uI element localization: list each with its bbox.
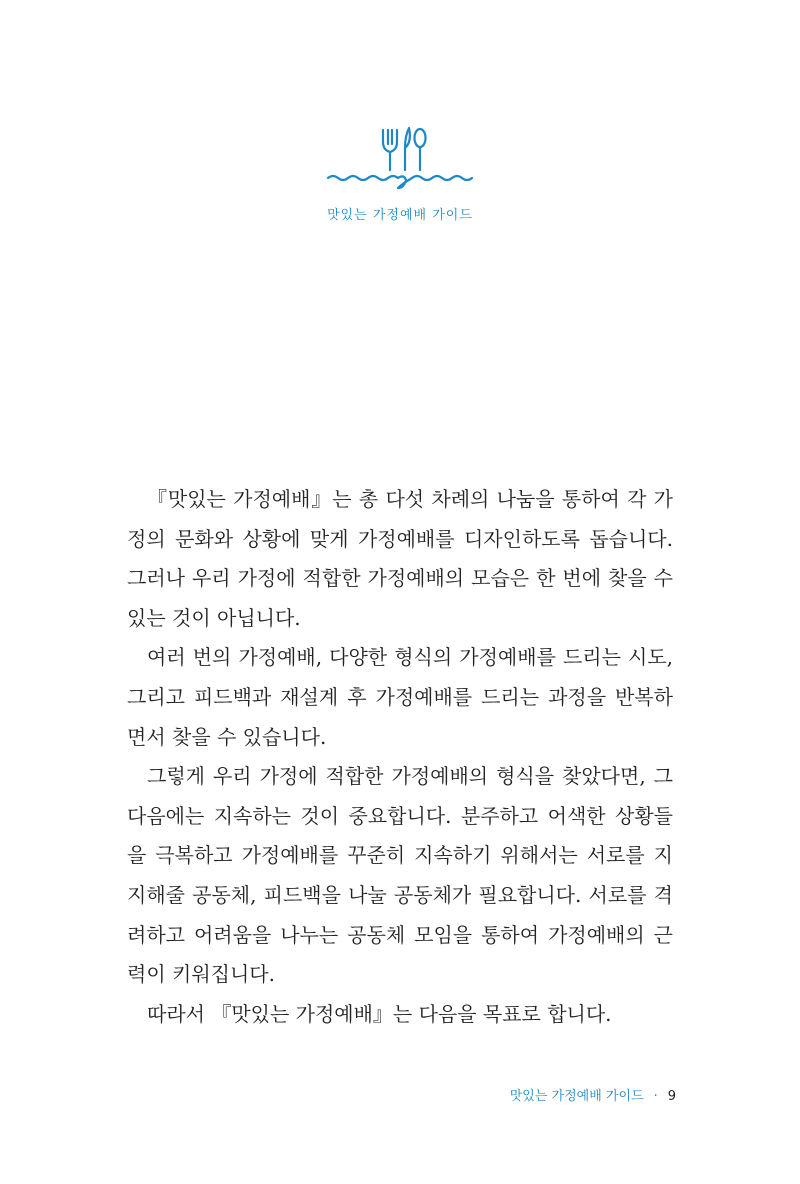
paragraph: 『맛있는 가정예배』는 총 다섯 차례의 나눔을 통하여 각 가정의 문화와 상황에 맞게 가정예배를 디자인하도록 돕습니다. 그러나 우리 가정에 적합한 가정예배의 모습은 한 번에 찾을 수 있는 것이 아닙니다. — [127, 487, 673, 630]
book-logo — [320, 118, 480, 228]
logo-caption: 맛있는 가정예배 가이드 — [327, 208, 473, 223]
body-text — [127, 480, 673, 1034]
page-footer — [510, 1085, 676, 1104]
paragraph: 여러 번의 가정예배, 다양한 형식의 가정예배를 드리는 시도, 그리고 피드백과 재설계 후 가정예배를 드리는 과정을 반복하면서 찾을 수 있습니다. — [127, 645, 673, 749]
page-number: 9 — [667, 1089, 676, 1104]
paragraph: 따라서 『맛있는 가정예배』는 다음을 목표로 합니다. — [147, 1001, 612, 1026]
fork-knife-spoon-icon — [320, 118, 480, 198]
footer-separator: · — [653, 1089, 658, 1104]
paragraph: 그렇게 우리 가정에 적합한 가정예배의 형식을 찾았다면, 그 다음에는 지속하는 것이 중요합니다. 분주하고 어색한 상황들을 극복하고 가정예배를 꾸준히 지속하기 위해서는 서로를 지지해줄 공동체, 피드백을 나눌 공동체가 필요합니다. 서로를 격려하고 어려움을 나누는 공동체 모임을 통하여 가정예배의 근력이 키워집니다. — [127, 764, 673, 987]
running-title: 맛있는 가정예배 가이드 — [509, 1089, 644, 1104]
